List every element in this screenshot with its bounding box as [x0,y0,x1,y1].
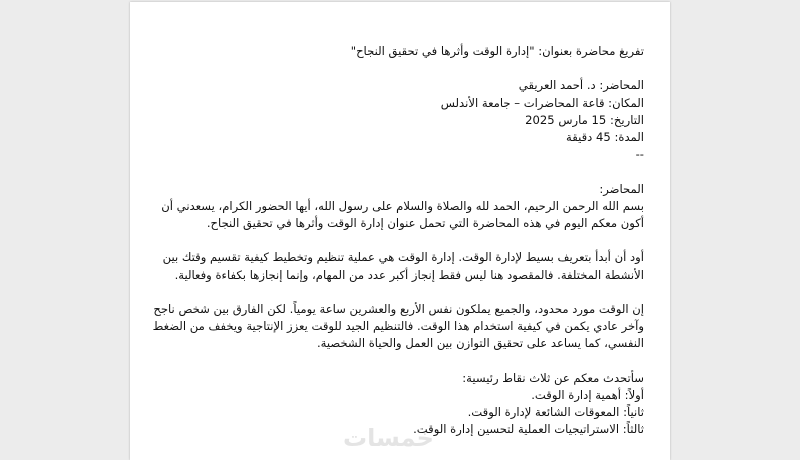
blank-line [152,353,644,370]
speaker-label: المحاضر: [599,181,644,196]
blank-line [152,60,644,77]
resource-paragraph: إن الوقت مورد محدود، والجميع يملكون نفس الأربع والعشرين ساعة يومياً. لكن الفارق بين شخص ناجح وآخر عادي يكمن في كيفية استخدام هذا الوقت. فالتنظيم الجيد للوقت يعزز الإنتاجية ويخفف من الضغط النفسي، كما يساعد على تحقيق التوازن بين العمل والحياة الشخصية. [152,301,644,351]
points-intro: سأتحدث معكم عن ثلاث نقاط رئيسية: [462,370,644,385]
blank-line [152,232,644,249]
point-item-3: ثالثاً: الاستراتيجيات العملية لتحسين إدارة الوقت. [413,422,644,437]
date-line: التاريخ: 15 مارس 2025 [525,112,644,127]
separator-line: -- [635,147,644,162]
point-item-2: ثانياً: المعوقات الشائعة لإدارة الوقت. [467,405,644,420]
intro-paragraph: بسم الله الرحمن الرحيم، الحمد لله والصلاة والسلام على رسول الله، أيها الحضور الكرام، يسعدني أن أكون معكم اليوم في هذه المحاضرة التي تحمل عنوان إدارة الوقت وأثرها في تحقيق النجاح. [161,198,644,230]
definition-paragraph: أود أن أبدأ بتعريف بسيط لإدارة الوقت. إدارة الوقت هي عملية تنظيم وتخطيط كيفية تقسيم وقتك بين الأنشطة المختلفة. فالمقصود هنا ليس فقط إنجاز أكبر عدد من المهام، وإنما إنجازها بكفاءة وفعالية. [162,250,644,282]
document-body [152,43,644,439]
blank-line [152,163,644,180]
location-line: المكان: قاعة المحاضرات – جامعة الأندلس [440,95,644,110]
khamsat-watermark: خمسات [343,424,434,452]
duration-line: المدة: 45 دقيقة [566,130,644,144]
blank-line [152,284,644,301]
lecture-title: تفريغ محاضرة بعنوان: "إدارة الوقت وأثرها في تحقيق النجاح" [350,44,644,58]
document-page [130,2,670,460]
point-item-1: أولاً: أهمية إدارة الوقت. [531,387,644,402]
lecturer-line: المحاضر: د. أحمد العريقي [518,78,644,93]
